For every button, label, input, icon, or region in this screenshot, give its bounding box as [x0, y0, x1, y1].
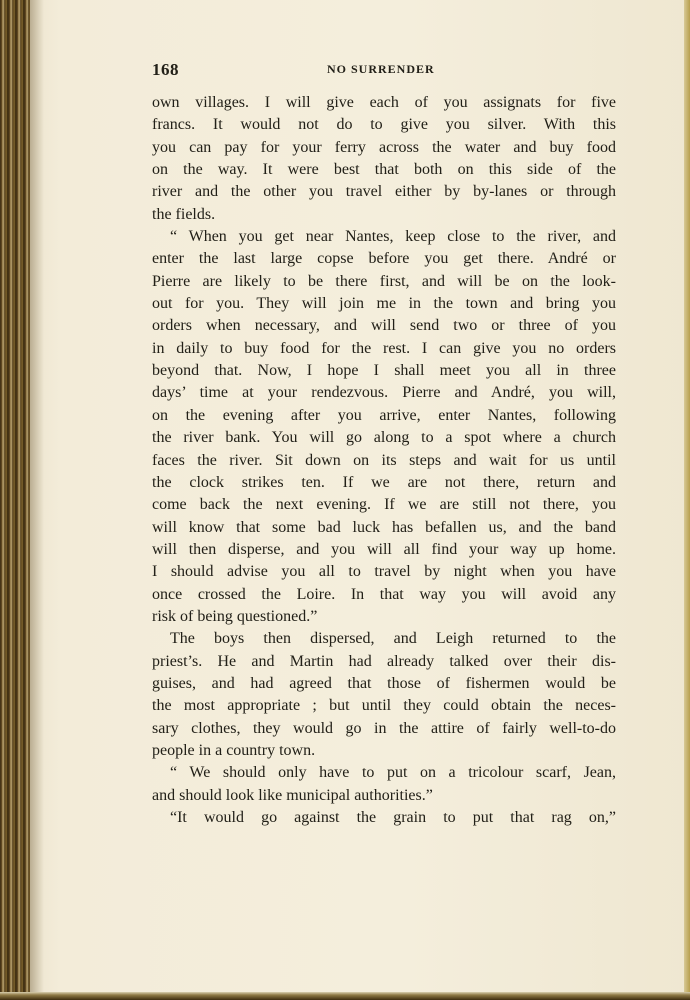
- text-line: river and the other you travel either by by-lanes or through: [152, 183, 616, 201]
- body-text: [152, 92, 616, 829]
- text-line: out for you. They will join me in the town and bring you: [152, 295, 616, 313]
- page-number: 168: [152, 60, 179, 79]
- text-line: I should advise you all to travel by night when you have: [152, 563, 616, 581]
- text-line: orders when necessary, and will send two or three of you: [152, 317, 616, 335]
- text-line: you can pay for your ferry across the water and buy food: [152, 138, 616, 156]
- text-line: days’ time at your rendezvous. Pierre and André, you will,: [152, 384, 616, 402]
- running-title: NO SURRENDER: [327, 62, 435, 76]
- text-line: Pierre are likely to be there first, and will be on the look-: [152, 272, 616, 290]
- book-binding: [0, 0, 30, 1000]
- text-line: faces the river. Sit down on its steps and wait for us until: [152, 451, 616, 469]
- text-line: come back the next evening. If we are still not there, you: [152, 496, 616, 514]
- text-line: the most appropriate ; but until they could obtain the neces-: [152, 697, 616, 715]
- text-line: will know that some bad luck has befallen us, and the band: [152, 518, 616, 536]
- gutter-shadow: [30, 0, 44, 1000]
- text-line: “ We should only have to put on a tricolour scarf, Jean,: [170, 764, 616, 782]
- text-line: risk of being questioned.”: [152, 607, 318, 625]
- page-header: [152, 60, 614, 82]
- page-edge-right: [684, 0, 690, 1000]
- text-line: beyond that. Now, I hope I shall meet you all in three: [152, 362, 616, 380]
- text-line: “It would go against the grain to put that rag on,”: [170, 809, 616, 826]
- text-line: francs. It would not do to give you silver. With this: [152, 116, 616, 134]
- text-line: The boys then dispersed, and Leigh returned to the: [170, 630, 616, 648]
- text-line: in daily to buy food for the rest. I can give you no orders: [152, 339, 616, 357]
- text-line: people in a country town.: [152, 741, 316, 759]
- text-line: enter the last large copse before you get there. André or: [152, 250, 616, 268]
- text-line: the clock strikes ten. If we are not there, return and: [152, 473, 616, 491]
- text-line: sary clothes, they would go in the attire of fairly well-to-do: [152, 719, 616, 737]
- text-line: will then disperse, and you will all find your way up home.: [152, 540, 616, 558]
- text-line: on the way. It were best that both on this side of the: [152, 161, 616, 179]
- text-line: own villages. I will give each of you assignats for five: [152, 94, 616, 111]
- page-edge-bottom: [0, 992, 690, 1000]
- text-line: the fields.: [152, 205, 216, 223]
- text-line: priest’s. He and Martin had already talked over their dis-: [152, 652, 616, 670]
- text-line: guises, and had agreed that those of fishermen would be: [152, 674, 616, 692]
- text-line: and should look like municipal authorities.”: [152, 786, 433, 804]
- text-line: the river bank. You will go along to a spot where a church: [152, 429, 616, 447]
- text-line: on the evening after you arrive, enter Nantes, following: [152, 406, 616, 424]
- text-line: “ When you get near Nantes, keep close to the river, and: [170, 228, 616, 246]
- text-line: once crossed the Loire. In that way you will avoid any: [152, 585, 616, 603]
